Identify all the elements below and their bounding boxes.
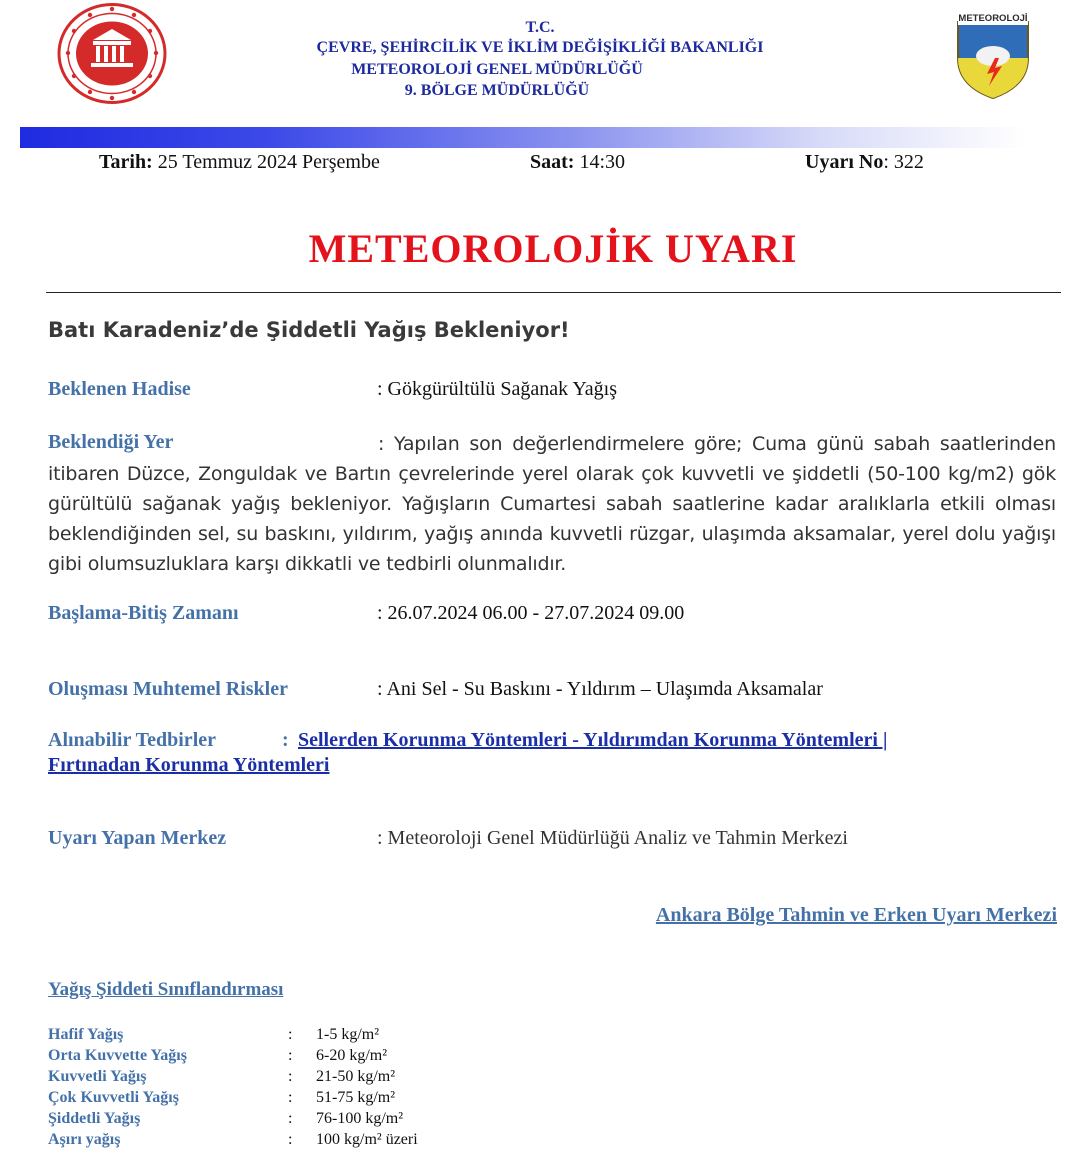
hadise-value: : Gökgürültülü Sağanak Yağış (377, 378, 617, 400)
time-info (530, 151, 625, 174)
time-value: 14:30 (579, 151, 626, 173)
warning-no-value: : 322 (883, 151, 924, 173)
classification-name: Kuvvetli Yağış (48, 1068, 147, 1085)
meteoroloji-logo (954, 12, 1032, 100)
ankara-center-link[interactable]: Ankara Bölge Tahmin ve Erken Uyarı Merkezi (655, 904, 1057, 926)
meteoroloji-logo-text: METEOROLOJİ (958, 13, 1028, 24)
warning-title: METEOROLOJİK UYARI (308, 226, 798, 271)
classification-colon: : (288, 1131, 293, 1148)
header-directorate: METEOROLOJİ GENEL MÜDÜRLÜĞÜ (351, 61, 643, 78)
warning-headline: Batı Karadeniz’de Şiddetli Yağış Bekleniyor! (48, 318, 570, 342)
classification-colon: : (288, 1047, 293, 1064)
hadise-label: Beklenen Hadise (48, 378, 191, 400)
tedbir-link-firtina[interactable]: Fırtınadan Korunma Yöntemleri (48, 754, 330, 776)
classification-name: Hafif Yağış (48, 1026, 124, 1043)
classification-value: 1-5 kg/m² (316, 1026, 380, 1043)
merkez-label: Uyarı Yapan Merkez (48, 827, 227, 849)
header-gradient-bar (20, 127, 1025, 148)
header-region: 9. BÖLGE MÜDÜRLÜĞÜ (404, 82, 590, 99)
yer-paragraph (48, 429, 1056, 579)
yer-value: : Yapılan son değerlendirmelere göre; Cuma günü sabah saatlerinden itibaren Düzce, Zonguldak ve Bartın çevrelerinde yerel olarak çok kuvvetli ve şiddetli (50-100 kg/m2) gök gürültülü sağanak yağış bekleniyor. Yağışların Cumartesi sabah saatlerine kadar aralıklarla etkili olması beklendiğinden sel, su baskını, yıldırım, yağış anında kuvvetli rüzgar, ulaşımda aksamalar, yerel dolu yağışı gibi olumsuzluklara karşı dikkatli ve tedbirli olunmalıdır. (48, 433, 1056, 575)
classification-value: 21-50 kg/m² (316, 1068, 396, 1085)
classification-value: 51-75 kg/m² (316, 1089, 396, 1106)
tedbir-label: Alınabilir Tedbirler (48, 729, 216, 751)
tedbir-link-sel-yildirim[interactable]: Sellerden Korunma Yöntemleri - Yıldırımdan Korunma Yöntemleri | (298, 729, 888, 751)
title-divider (46, 292, 1061, 293)
warning-no-label: Uyarı No (805, 151, 884, 173)
classification-name: Orta Kuvvette Yağış (48, 1047, 187, 1064)
classification-name: Şiddetli Yağış (48, 1110, 141, 1127)
classification-colon: : (288, 1110, 293, 1127)
classification-colon: : (288, 1068, 293, 1085)
yer-label: Beklendiği Yer (48, 431, 174, 453)
header-ministry: ÇEVRE, ŞEHİRCİLİK VE İKLİM DEĞİŞİKLİĞİ BAKANLIĞI (316, 39, 764, 56)
classification-colon: : (288, 1089, 293, 1106)
tedbir-colon: : (282, 729, 289, 751)
classification-name: Aşırı yağış (48, 1131, 121, 1148)
time-label: Saat: (530, 151, 575, 173)
header-tc: T.C. (525, 19, 555, 36)
classification-value: 100 kg/m² üzeri (316, 1131, 418, 1148)
risk-value: : Ani Sel - Su Baskını - Yıldırım – Ulaşımda Aksamalar (377, 678, 823, 700)
date-value: 25 Temmuz 2024 Perşembe (157, 151, 380, 173)
classification-value: 76-100 kg/m² (316, 1110, 404, 1127)
classification-colon: : (288, 1026, 293, 1043)
warning-no-info (805, 151, 924, 174)
classification-value: 6-20 kg/m² (316, 1047, 388, 1064)
classification-name: Çok Kuvvetli Yağış (48, 1089, 179, 1106)
classification-title[interactable]: Yağış Şiddeti Sınıflandırması (48, 979, 284, 1000)
date-label: Tarih: (99, 151, 153, 173)
zaman-label: Başlama-Bitiş Zamanı (48, 602, 239, 624)
zaman-value: : 26.07.2024 06.00 - 27.07.2024 09.00 (377, 602, 685, 624)
date-info (99, 151, 380, 174)
merkez-value: : Meteoroloji Genel Müdürlüğü Analiz ve Tahmin Merkezi (377, 827, 848, 849)
risk-label: Oluşması Muhtemel Riskler (48, 678, 288, 700)
